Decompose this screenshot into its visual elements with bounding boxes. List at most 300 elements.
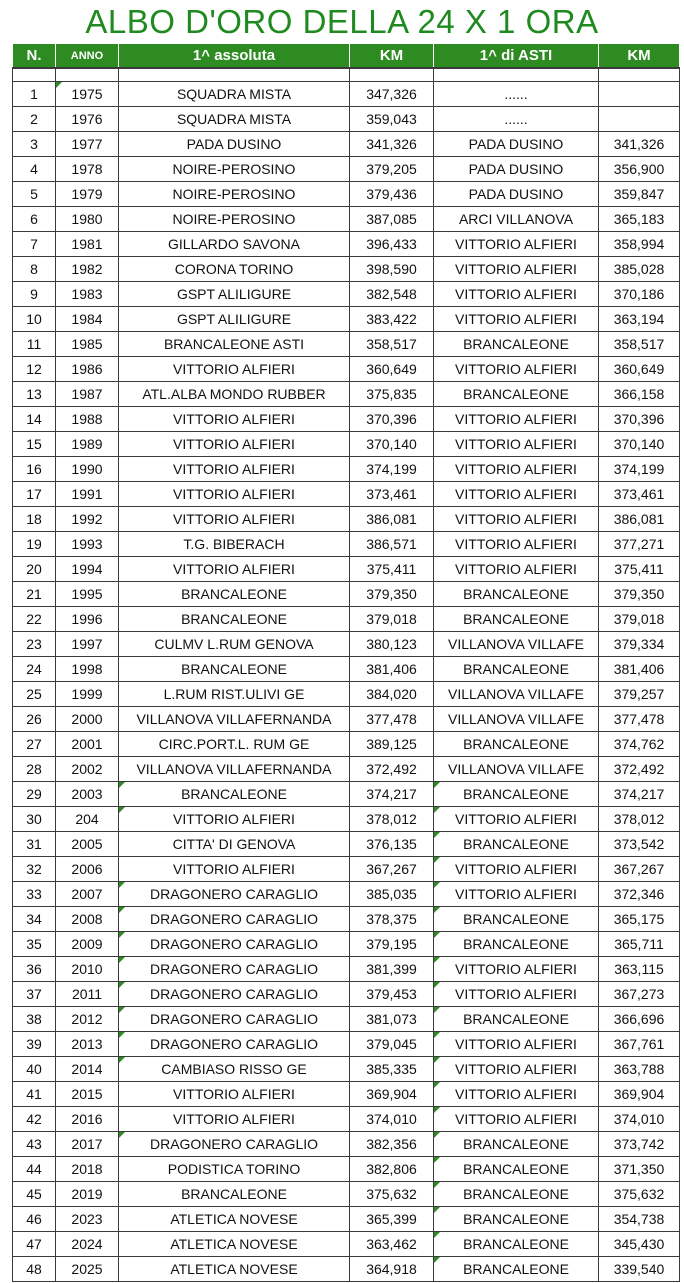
row-asti-km: 359,847: [599, 182, 680, 207]
row-number: 8: [13, 257, 56, 282]
row-asti-winner: VITTORIO ALFIERI: [434, 982, 599, 1007]
row-year: 1983: [56, 282, 119, 307]
row-overall-km: 370,396: [350, 407, 434, 432]
row-overall-winner: NOIRE-PEROSINO: [119, 157, 350, 182]
row-number: 9: [13, 282, 56, 307]
row-year: 2019: [56, 1182, 119, 1207]
row-asti-km: 370,396: [599, 407, 680, 432]
row-overall-winner: VITTORIO ALFIERI: [119, 1082, 350, 1107]
row-asti-km: 363,194: [599, 307, 680, 332]
row-asti-winner: BRANCALEONE: [434, 1157, 599, 1182]
row-overall-winner: SQUADRA MISTA: [119, 107, 350, 132]
header-row: [13, 44, 680, 69]
header-asti-km: KM: [599, 44, 680, 69]
row-year: 1977: [56, 132, 119, 157]
row-overall-winner: DRAGONERO CARAGLIO: [119, 1032, 350, 1057]
table-row: [13, 632, 680, 657]
row-overall-winner: DRAGONERO CARAGLIO: [119, 982, 350, 1007]
row-asti-km: 358,994: [599, 232, 680, 257]
row-overall-km: 370,140: [350, 432, 434, 457]
row-asti-km: 377,478: [599, 707, 680, 732]
row-year: 1976: [56, 107, 119, 132]
row-asti-km: 370,140: [599, 432, 680, 457]
row-number: 12: [13, 357, 56, 382]
row-asti-winner: VITTORIO ALFIERI: [434, 1032, 599, 1057]
row-asti-km: 365,175: [599, 907, 680, 932]
row-asti-winner: VITTORIO ALFIERI: [434, 857, 599, 882]
row-overall-winner: BRANCALEONE: [119, 607, 350, 632]
row-asti-km: 371,350: [599, 1157, 680, 1182]
row-number: 18: [13, 507, 56, 532]
row-year: 2002: [56, 757, 119, 782]
table-row: [13, 682, 680, 707]
header-overall-winner: 1^ assoluta: [119, 44, 350, 69]
row-year: 2006: [56, 857, 119, 882]
table-row: [13, 482, 680, 507]
row-overall-winner: PODISTICA TORINO: [119, 1157, 350, 1182]
row-asti-winner: PADA DUSINO: [434, 157, 599, 182]
row-asti-winner: VILLANOVA VILLAFE: [434, 632, 599, 657]
row-overall-km: 376,135: [350, 832, 434, 857]
table-row: [13, 357, 680, 382]
row-overall-km: 386,081: [350, 507, 434, 532]
row-asti-km: 379,350: [599, 582, 680, 607]
row-year: 1979: [56, 182, 119, 207]
row-asti-winner: VITTORIO ALFIERI: [434, 432, 599, 457]
row-overall-winner: NOIRE-PEROSINO: [119, 207, 350, 232]
row-overall-km: 374,217: [350, 782, 434, 807]
row-overall-winner: VITTORIO ALFIERI: [119, 807, 350, 832]
table-row: [13, 432, 680, 457]
row-asti-km: 386,081: [599, 507, 680, 532]
row-asti-km: 345,430: [599, 1232, 680, 1257]
row-overall-winner: VITTORIO ALFIERI: [119, 357, 350, 382]
row-year: 1994: [56, 557, 119, 582]
row-overall-km: 398,590: [350, 257, 434, 282]
table-row: [13, 132, 680, 157]
row-asti-winner: BRANCALEONE: [434, 1257, 599, 1282]
table-row: [13, 782, 680, 807]
row-overall-km: 375,632: [350, 1182, 434, 1207]
row-overall-winner: CITTA' DI GENOVA: [119, 832, 350, 857]
row-overall-km: 374,010: [350, 1107, 434, 1132]
row-year: 1998: [56, 657, 119, 682]
row-overall-km: 381,399: [350, 957, 434, 982]
table-row: [13, 107, 680, 132]
row-asti-winner: BRANCALEONE: [434, 907, 599, 932]
row-number: 30: [13, 807, 56, 832]
row-overall-winner: GSPT ALILIGURE: [119, 282, 350, 307]
row-asti-km: 379,334: [599, 632, 680, 657]
row-asti-winner: VITTORIO ALFIERI: [434, 957, 599, 982]
row-number: 35: [13, 932, 56, 957]
row-overall-km: 379,350: [350, 582, 434, 607]
row-overall-km: 385,035: [350, 882, 434, 907]
row-asti-winner: VITTORIO ALFIERI: [434, 357, 599, 382]
row-year: 2018: [56, 1157, 119, 1182]
row-asti-winner: VITTORIO ALFIERI: [434, 257, 599, 282]
row-asti-km: 378,012: [599, 807, 680, 832]
row-asti-km: 360,649: [599, 357, 680, 382]
row-year: 2008: [56, 907, 119, 932]
table-row: [13, 1257, 680, 1282]
row-overall-winner: DRAGONERO CARAGLIO: [119, 932, 350, 957]
row-asti-winner: BRANCALEONE: [434, 582, 599, 607]
table-row: [13, 707, 680, 732]
row-overall-winner: SQUADRA MISTA: [119, 82, 350, 107]
row-asti-winner: BRANCALEONE: [434, 932, 599, 957]
row-asti-winner: VITTORIO ALFIERI: [434, 282, 599, 307]
table-row: [13, 532, 680, 557]
row-asti-km: 367,761: [599, 1032, 680, 1057]
row-asti-winner: BRANCALEONE: [434, 1232, 599, 1257]
row-asti-winner: BRANCALEONE: [434, 732, 599, 757]
row-asti-winner: VITTORIO ALFIERI: [434, 557, 599, 582]
row-asti-winner: BRANCALEONE: [434, 607, 599, 632]
table-row: [13, 882, 680, 907]
table-row: [13, 657, 680, 682]
row-year: 1996: [56, 607, 119, 632]
row-number: 23: [13, 632, 56, 657]
table-row: [13, 907, 680, 932]
row-number: 27: [13, 732, 56, 757]
row-asti-km: 377,271: [599, 532, 680, 557]
table-row: [13, 982, 680, 1007]
row-overall-km: 381,073: [350, 1007, 434, 1032]
row-year: 2013: [56, 1032, 119, 1057]
row-asti-km: 363,788: [599, 1057, 680, 1082]
row-number: 28: [13, 757, 56, 782]
row-overall-winner: PADA DUSINO: [119, 132, 350, 157]
row-overall-winner: VITTORIO ALFIERI: [119, 457, 350, 482]
row-overall-winner: VITTORIO ALFIERI: [119, 557, 350, 582]
row-overall-winner: BRANCALEONE: [119, 1182, 350, 1207]
row-number: 41: [13, 1082, 56, 1107]
row-number: 5: [13, 182, 56, 207]
row-asti-winner: VILLANOVA VILLAFE: [434, 757, 599, 782]
table-row: [13, 182, 680, 207]
row-year: 1992: [56, 507, 119, 532]
row-number: 33: [13, 882, 56, 907]
row-asti-km: 381,406: [599, 657, 680, 682]
row-asti-km: 372,492: [599, 757, 680, 782]
row-asti-winner: ......: [434, 82, 599, 107]
row-number: 7: [13, 232, 56, 257]
row-asti-km: 373,461: [599, 482, 680, 507]
row-year: 1980: [56, 207, 119, 232]
row-year: 1999: [56, 682, 119, 707]
row-number: 19: [13, 532, 56, 557]
table-row: [13, 807, 680, 832]
table-row: [13, 557, 680, 582]
row-number: 6: [13, 207, 56, 232]
table-row: [13, 407, 680, 432]
table-row: [13, 732, 680, 757]
row-overall-winner: VITTORIO ALFIERI: [119, 407, 350, 432]
row-number: 11: [13, 332, 56, 357]
row-asti-km: 375,411: [599, 557, 680, 582]
row-number: 44: [13, 1157, 56, 1182]
row-overall-km: 360,649: [350, 357, 434, 382]
row-asti-winner: BRANCALEONE: [434, 782, 599, 807]
row-asti-km: 339,540: [599, 1257, 680, 1282]
row-overall-km: 382,806: [350, 1157, 434, 1182]
table-row: [13, 457, 680, 482]
row-number: 3: [13, 132, 56, 157]
row-year: 2005: [56, 832, 119, 857]
table-row: [13, 757, 680, 782]
row-number: 42: [13, 1107, 56, 1132]
table-row: [13, 932, 680, 957]
row-asti-winner: PADA DUSINO: [434, 182, 599, 207]
row-overall-km: 384,020: [350, 682, 434, 707]
header-year: ANNO: [56, 44, 119, 69]
row-number: 24: [13, 657, 56, 682]
table-row: [13, 232, 680, 257]
row-asti-winner: BRANCALEONE: [434, 1007, 599, 1032]
row-year: 2015: [56, 1082, 119, 1107]
row-year: 1995: [56, 582, 119, 607]
row-asti-km: 356,900: [599, 157, 680, 182]
row-overall-km: 396,433: [350, 232, 434, 257]
row-number: 40: [13, 1057, 56, 1082]
row-overall-winner: ATL.ALBA MONDO RUBBER: [119, 382, 350, 407]
row-overall-km: 387,085: [350, 207, 434, 232]
row-overall-winner: ATLETICA NOVESE: [119, 1257, 350, 1282]
row-asti-winner: VILLANOVA VILLAFE: [434, 682, 599, 707]
row-overall-km: 341,326: [350, 132, 434, 157]
row-year: 1989: [56, 432, 119, 457]
row-year: 2014: [56, 1057, 119, 1082]
row-year: 2011: [56, 982, 119, 1007]
row-overall-winner: L.RUM RIST.ULIVI GE: [119, 682, 350, 707]
row-year: 2000: [56, 707, 119, 732]
row-overall-km: 379,205: [350, 157, 434, 182]
row-asti-km: 374,217: [599, 782, 680, 807]
row-overall-winner: DRAGONERO CARAGLIO: [119, 882, 350, 907]
row-number: 25: [13, 682, 56, 707]
row-asti-km: 375,632: [599, 1182, 680, 1207]
row-asti-winner: VITTORIO ALFIERI: [434, 232, 599, 257]
row-asti-km: [599, 82, 680, 107]
row-asti-km: 385,028: [599, 257, 680, 282]
row-overall-winner: DRAGONERO CARAGLIO: [119, 1132, 350, 1157]
row-overall-km: 380,123: [350, 632, 434, 657]
row-year: 2009: [56, 932, 119, 957]
row-overall-km: 379,436: [350, 182, 434, 207]
row-asti-winner: VILLANOVA VILLAFE: [434, 707, 599, 732]
row-number: 39: [13, 1032, 56, 1057]
row-asti-winner: BRANCALEONE: [434, 1182, 599, 1207]
row-asti-winner: BRANCALEONE: [434, 332, 599, 357]
row-asti-winner: VITTORIO ALFIERI: [434, 1107, 599, 1132]
row-asti-km: 367,273: [599, 982, 680, 1007]
row-number: 15: [13, 432, 56, 457]
page-title: ALBO D'ORO DELLA 24 X 1 ORA: [85, 3, 599, 40]
row-number: 36: [13, 957, 56, 982]
row-number: 48: [13, 1257, 56, 1282]
table-row: [13, 857, 680, 882]
table-row: [13, 582, 680, 607]
row-number: 37: [13, 982, 56, 1007]
row-asti-km: 372,346: [599, 882, 680, 907]
row-asti-km: 366,696: [599, 1007, 680, 1032]
row-overall-winner: VITTORIO ALFIERI: [119, 857, 350, 882]
row-year: 1984: [56, 307, 119, 332]
row-asti-winner: ARCI VILLANOVA: [434, 207, 599, 232]
table-row: [13, 1232, 680, 1257]
table-row: [13, 157, 680, 182]
row-overall-km: 364,918: [350, 1257, 434, 1282]
row-asti-km: 366,158: [599, 382, 680, 407]
row-number: 26: [13, 707, 56, 732]
row-year: 1978: [56, 157, 119, 182]
row-asti-km: 365,183: [599, 207, 680, 232]
row-overall-winner: CIRC.PORT.L. RUM GE: [119, 732, 350, 757]
row-number: 14: [13, 407, 56, 432]
row-asti-km: 374,010: [599, 1107, 680, 1132]
table-row: [13, 82, 680, 107]
row-asti-winner: VITTORIO ALFIERI: [434, 482, 599, 507]
row-overall-km: 373,461: [350, 482, 434, 507]
row-overall-winner: VILLANOVA VILLAFERNANDA: [119, 757, 350, 782]
table-row: [13, 1057, 680, 1082]
row-number: 10: [13, 307, 56, 332]
row-overall-km: 359,043: [350, 107, 434, 132]
row-asti-winner: VITTORIO ALFIERI: [434, 532, 599, 557]
row-overall-km: 365,399: [350, 1207, 434, 1232]
row-overall-km: 379,195: [350, 932, 434, 957]
row-overall-km: 375,835: [350, 382, 434, 407]
row-overall-km: 382,548: [350, 282, 434, 307]
row-number: 21: [13, 582, 56, 607]
row-year: 2016: [56, 1107, 119, 1132]
row-asti-km: 369,904: [599, 1082, 680, 1107]
row-year: 1993: [56, 532, 119, 557]
row-overall-km: 347,326: [350, 82, 434, 107]
row-asti-winner: BRANCALEONE: [434, 382, 599, 407]
header-asti-winner: 1^ di ASTI: [434, 44, 599, 69]
row-asti-km: 374,762: [599, 732, 680, 757]
row-overall-km: 385,335: [350, 1057, 434, 1082]
row-number: 1: [13, 82, 56, 107]
table-row: [13, 1107, 680, 1132]
table-row: [13, 1082, 680, 1107]
row-year: 1985: [56, 332, 119, 357]
row-overall-km: 379,045: [350, 1032, 434, 1057]
table-row: [13, 1007, 680, 1032]
row-overall-km: 372,492: [350, 757, 434, 782]
row-asti-winner: BRANCALEONE: [434, 1207, 599, 1232]
row-asti-km: 367,267: [599, 857, 680, 882]
row-asti-km: 374,199: [599, 457, 680, 482]
row-number: 20: [13, 557, 56, 582]
row-asti-winner: VITTORIO ALFIERI: [434, 1057, 599, 1082]
row-overall-winner: BRANCALEONE: [119, 782, 350, 807]
row-asti-km: 373,742: [599, 1132, 680, 1157]
table-body: [13, 68, 680, 1282]
row-number: 4: [13, 157, 56, 182]
row-overall-winner: VITTORIO ALFIERI: [119, 1107, 350, 1132]
row-number: 47: [13, 1232, 56, 1257]
row-year: 1981: [56, 232, 119, 257]
row-number: 13: [13, 382, 56, 407]
row-asti-winner: VITTORIO ALFIERI: [434, 507, 599, 532]
row-number: 43: [13, 1132, 56, 1157]
row-overall-km: 381,406: [350, 657, 434, 682]
row-number: 22: [13, 607, 56, 632]
row-asti-km: [599, 107, 680, 132]
row-overall-km: 379,018: [350, 607, 434, 632]
row-asti-km: 373,542: [599, 832, 680, 857]
row-year: 2003: [56, 782, 119, 807]
row-overall-km: 375,411: [350, 557, 434, 582]
row-overall-km: 369,904: [350, 1082, 434, 1107]
row-year: 2007: [56, 882, 119, 907]
row-year: 1987: [56, 382, 119, 407]
row-asti-km: 379,257: [599, 682, 680, 707]
row-asti-km: 370,186: [599, 282, 680, 307]
row-number: 32: [13, 857, 56, 882]
row-overall-winner: CAMBIASO RISSO GE: [119, 1057, 350, 1082]
row-year: 1975: [56, 82, 119, 107]
row-overall-km: 386,571: [350, 532, 434, 557]
row-year: 204: [56, 807, 119, 832]
row-overall-winner: T.G. BIBERACH: [119, 532, 350, 557]
row-number: 38: [13, 1007, 56, 1032]
row-asti-km: 379,018: [599, 607, 680, 632]
table-row: [13, 1207, 680, 1232]
row-overall-km: 378,375: [350, 907, 434, 932]
row-overall-winner: VILLANOVA VILLAFERNANDA: [119, 707, 350, 732]
row-year: 2012: [56, 1007, 119, 1032]
table-row: [13, 382, 680, 407]
table-row: [13, 307, 680, 332]
row-asti-km: 341,326: [599, 132, 680, 157]
row-overall-winner: VITTORIO ALFIERI: [119, 432, 350, 457]
row-overall-winner: BRANCALEONE ASTI: [119, 332, 350, 357]
row-asti-km: 363,115: [599, 957, 680, 982]
row-overall-winner: CULMV L.RUM GENOVA: [119, 632, 350, 657]
table-row: [13, 832, 680, 857]
row-asti-winner: ......: [434, 107, 599, 132]
table-row: [13, 957, 680, 982]
row-overall-winner: VITTORIO ALFIERI: [119, 482, 350, 507]
row-overall-winner: BRANCALEONE: [119, 582, 350, 607]
row-year: 2010: [56, 957, 119, 982]
row-overall-winner: DRAGONERO CARAGLIO: [119, 1007, 350, 1032]
row-number: 17: [13, 482, 56, 507]
row-number: 16: [13, 457, 56, 482]
header-number: N.: [13, 44, 56, 69]
table-row: [13, 1132, 680, 1157]
row-overall-winner: ATLETICA NOVESE: [119, 1207, 350, 1232]
row-year: 1997: [56, 632, 119, 657]
row-year: 2025: [56, 1257, 119, 1282]
row-number: 46: [13, 1207, 56, 1232]
row-year: 2024: [56, 1232, 119, 1257]
row-year: 1982: [56, 257, 119, 282]
row-number: 31: [13, 832, 56, 857]
spacer-row: [13, 68, 680, 82]
table-row: [13, 507, 680, 532]
table-row: [13, 282, 680, 307]
row-overall-km: 382,356: [350, 1132, 434, 1157]
header-overall-km: KM: [350, 44, 434, 69]
row-overall-winner: DRAGONERO CARAGLIO: [119, 907, 350, 932]
row-year: 2001: [56, 732, 119, 757]
row-overall-km: 383,422: [350, 307, 434, 332]
